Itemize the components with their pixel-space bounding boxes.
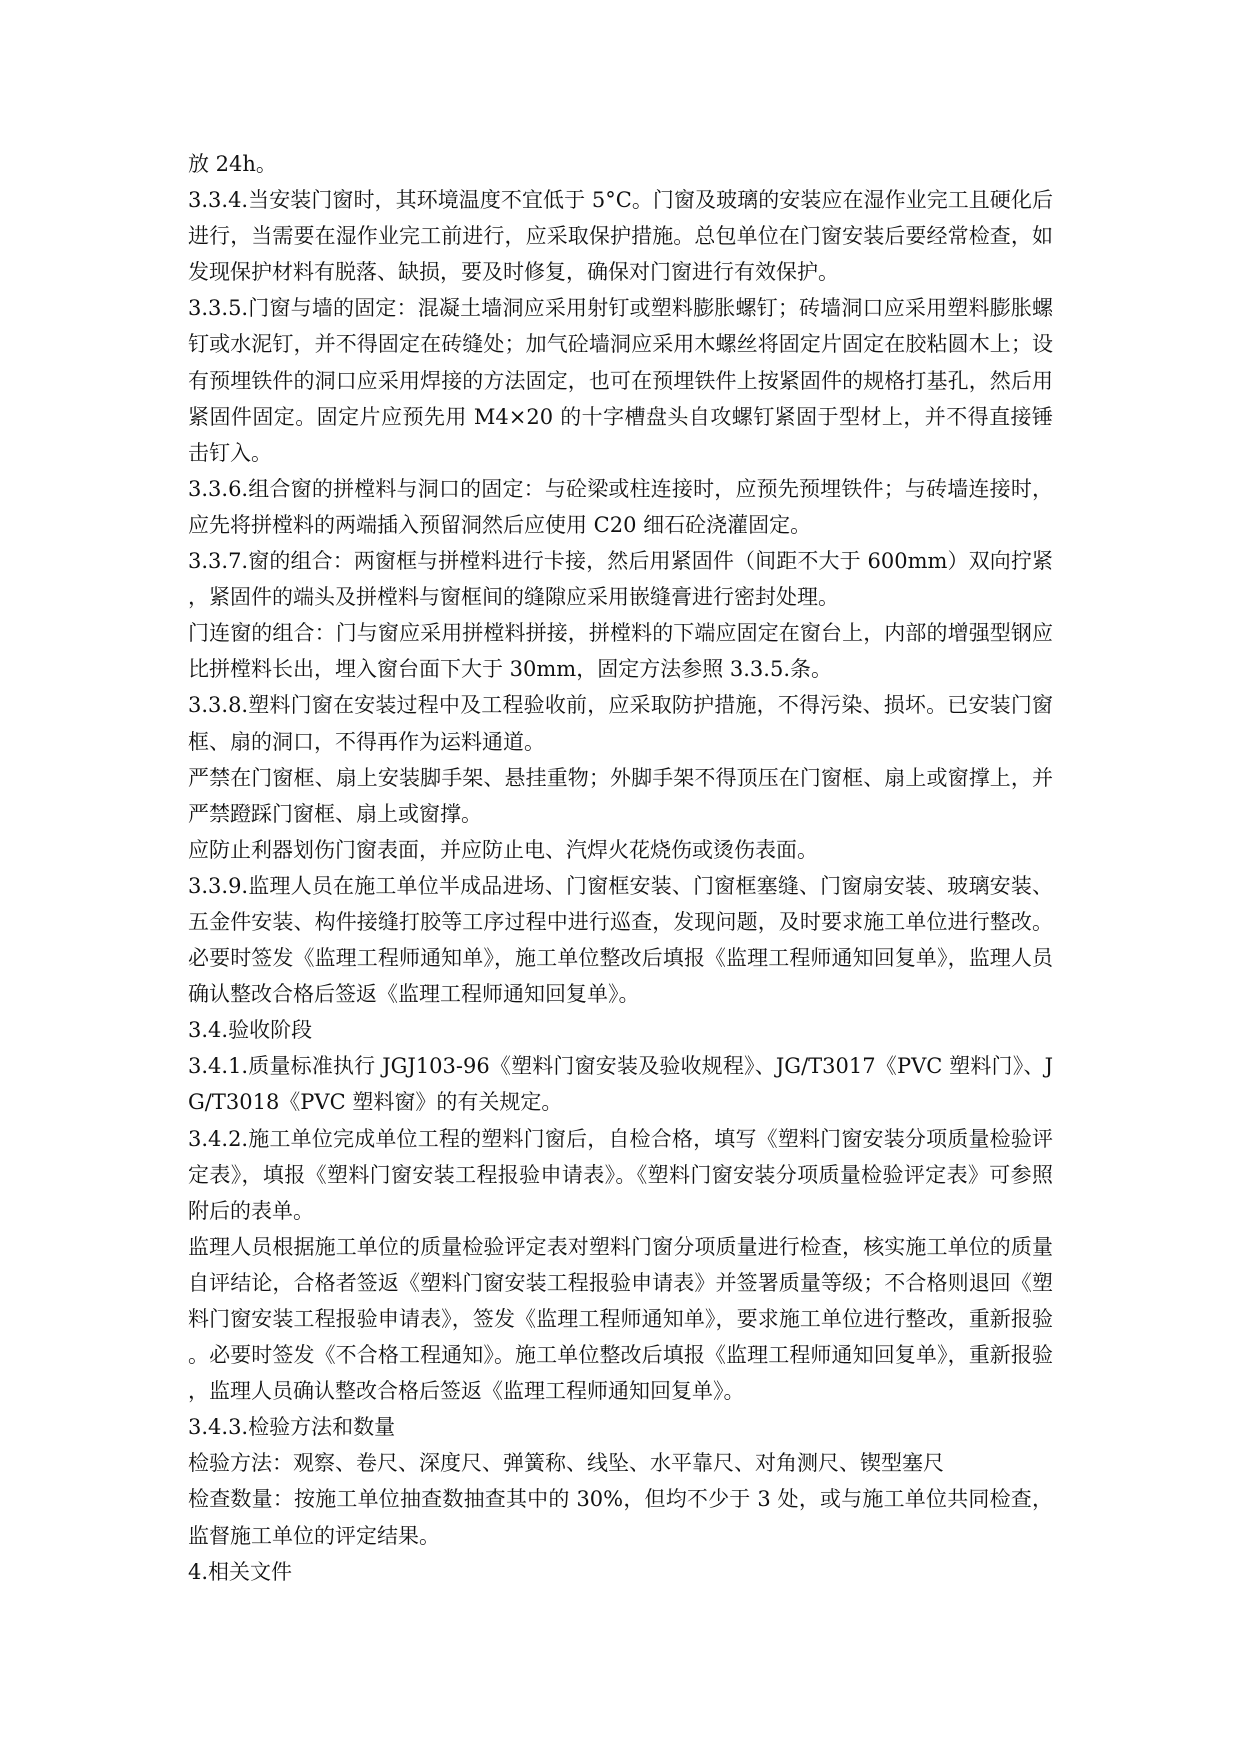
paragraph-3-3-9: 3.3.9.监理人员在施工单位半成品进场、门窗框安装、门窗框塞缝、门窗扇安装、玻璃安装、五金件安装、构件接缝打胶等工序过程中进行巡查，发现问题，及时要求施工单位进行整改。必要时签发《监理工程师通知单》，施工单位整改后填报《监理工程师通知回复单》，监理人员确认整改合格后签返《监理工程师通知回复单》。 [188,873,1053,1007]
section-heading-3-4: 3.4.验收阶段 [188,1018,313,1043]
paragraph-inspection-methods: 检验方法：观察、卷尺、深度尺、弹簧称、线坠、水平靠尺、对角测尺、锲型塞尺 [188,1451,944,1476]
paragraph-3-4-2: 3.4.2.施工单位完成单位工程的塑料门窗后，自检合格，填写《塑料门窗安装分项质量检验评定表》，填报《塑料门窗安装工程报验申请表》。《塑料门窗安装分项质量检验评定表》可参照附后的表单。 [188,1126,1053,1223]
paragraph-door-window-combination: 门连窗的组合：门与窗应采用拼樘料拼接，拼樘料的下端应固定在窗台上，内部的增强型钢应比拼樘料长出，埋入窗台面下大于 30mm，固定方法参照 3.3.5.条。 [188,621,1053,682]
paragraph-supervision-review: 监理人员根据施工单位的质量检验评定表对塑料门窗分项质量进行检查，核实施工单位的质量自评结论，合格者签返《塑料门窗安装工程报验申请表》并签署质量等级；不合格则退回《塑料门窗安装工程报验申请表》，签发《监理工程师通知单》，要求施工单位进行整改，重新报验。必要时签发《不合格工程通知》。施工单位整改后填报《监理工程师通知回复单》，重新报验，监理人员确认整改合格后签返《监理工程师通知回复单》。 [188,1234,1053,1404]
paragraph-continuation: 放 24h。 [188,152,277,176]
document-body [188,146,1053,1590]
paragraph-surface-protection: 应防止利器划伤门窗表面，并应防止电、汽焊火花烧伤或烫伤表面。 [188,837,818,862]
paragraph-inspection-quantity: 检查数量：按施工单位抽查数抽查其中的 30%，但均不少于 3 处，或与施工单位共同检查，监督施工单位的评定结果。 [188,1487,1053,1548]
subsection-heading-3-4-3: 3.4.3.检验方法和数量 [188,1415,396,1440]
paragraph-3-3-5: 3.3.5.门窗与墙的固定：混凝土墙洞应采用射钉或塑料膨胀螺钉；砖墙洞口应采用塑料膨胀螺钉或水泥钉，并不得固定在砖缝处；加气砼墙洞应采用木螺丝将固定片固定在胶粘圆木上；设有预埋铁件的洞口应采用焊接的方法固定，也可在预埋铁件上按紧固件的规格打基孔，然后用紧固件固定。固定片应预先用 M4×20 的十字槽盘头自攻螺钉紧固于型材上，并不得直接锤击钉入。 [188,296,1053,465]
section-heading-4: 4.相关文件 [188,1559,293,1584]
paragraph-3-3-6: 3.3.6.组合窗的拼樘料与洞口的固定：与砼梁或柱连接时，应预先预埋铁件；与砖墙连接时，应先将拼樘料的两端插入预留洞然后应使用 C20 细石砼浇灌固定。 [188,476,1053,537]
paragraph-3-4-1: 3.4.1.质量标准执行 JGJ103-96《塑料门窗安装及验收规程》、JG/T3017《PVC 塑料门》、JG/T3018《PVC 塑料窗》的有关规定。 [188,1054,1053,1115]
paragraph-scaffold-prohibition: 严禁在门窗框、扇上安装脚手架、悬挂重物；外脚手架不得顶压在门窗框、扇上或窗撑上，并严禁蹬踩门窗框、扇上或窗撑。 [188,765,1053,826]
paragraph-3-3-4: 3.3.4.当安装门窗时，其环境温度不宜低于 5°C。门窗及玻璃的安装应在湿作业完工且硬化后进行，当需要在湿作业完工前进行，应采取保护措施。总包单位在门窗安装后要经常检查，如发现保护材料有脱落、缺损，要及时修复，确保对门窗进行有效保护。 [188,188,1053,285]
paragraph-3-3-7: 3.3.7.窗的组合：两窗框与拼樘料进行卡接，然后用紧固件（间距不大于 600mm）双向拧紧，紧固件的端头及拼樘料与窗框间的缝隙应采用嵌缝膏进行密封处理。 [188,549,1053,610]
paragraph-3-3-8: 3.3.8.塑料门窗在安装过程中及工程验收前，应采取防护措施，不得污染、损坏。已安装门窗框、扇的洞口，不得再作为运料通道。 [188,693,1053,754]
